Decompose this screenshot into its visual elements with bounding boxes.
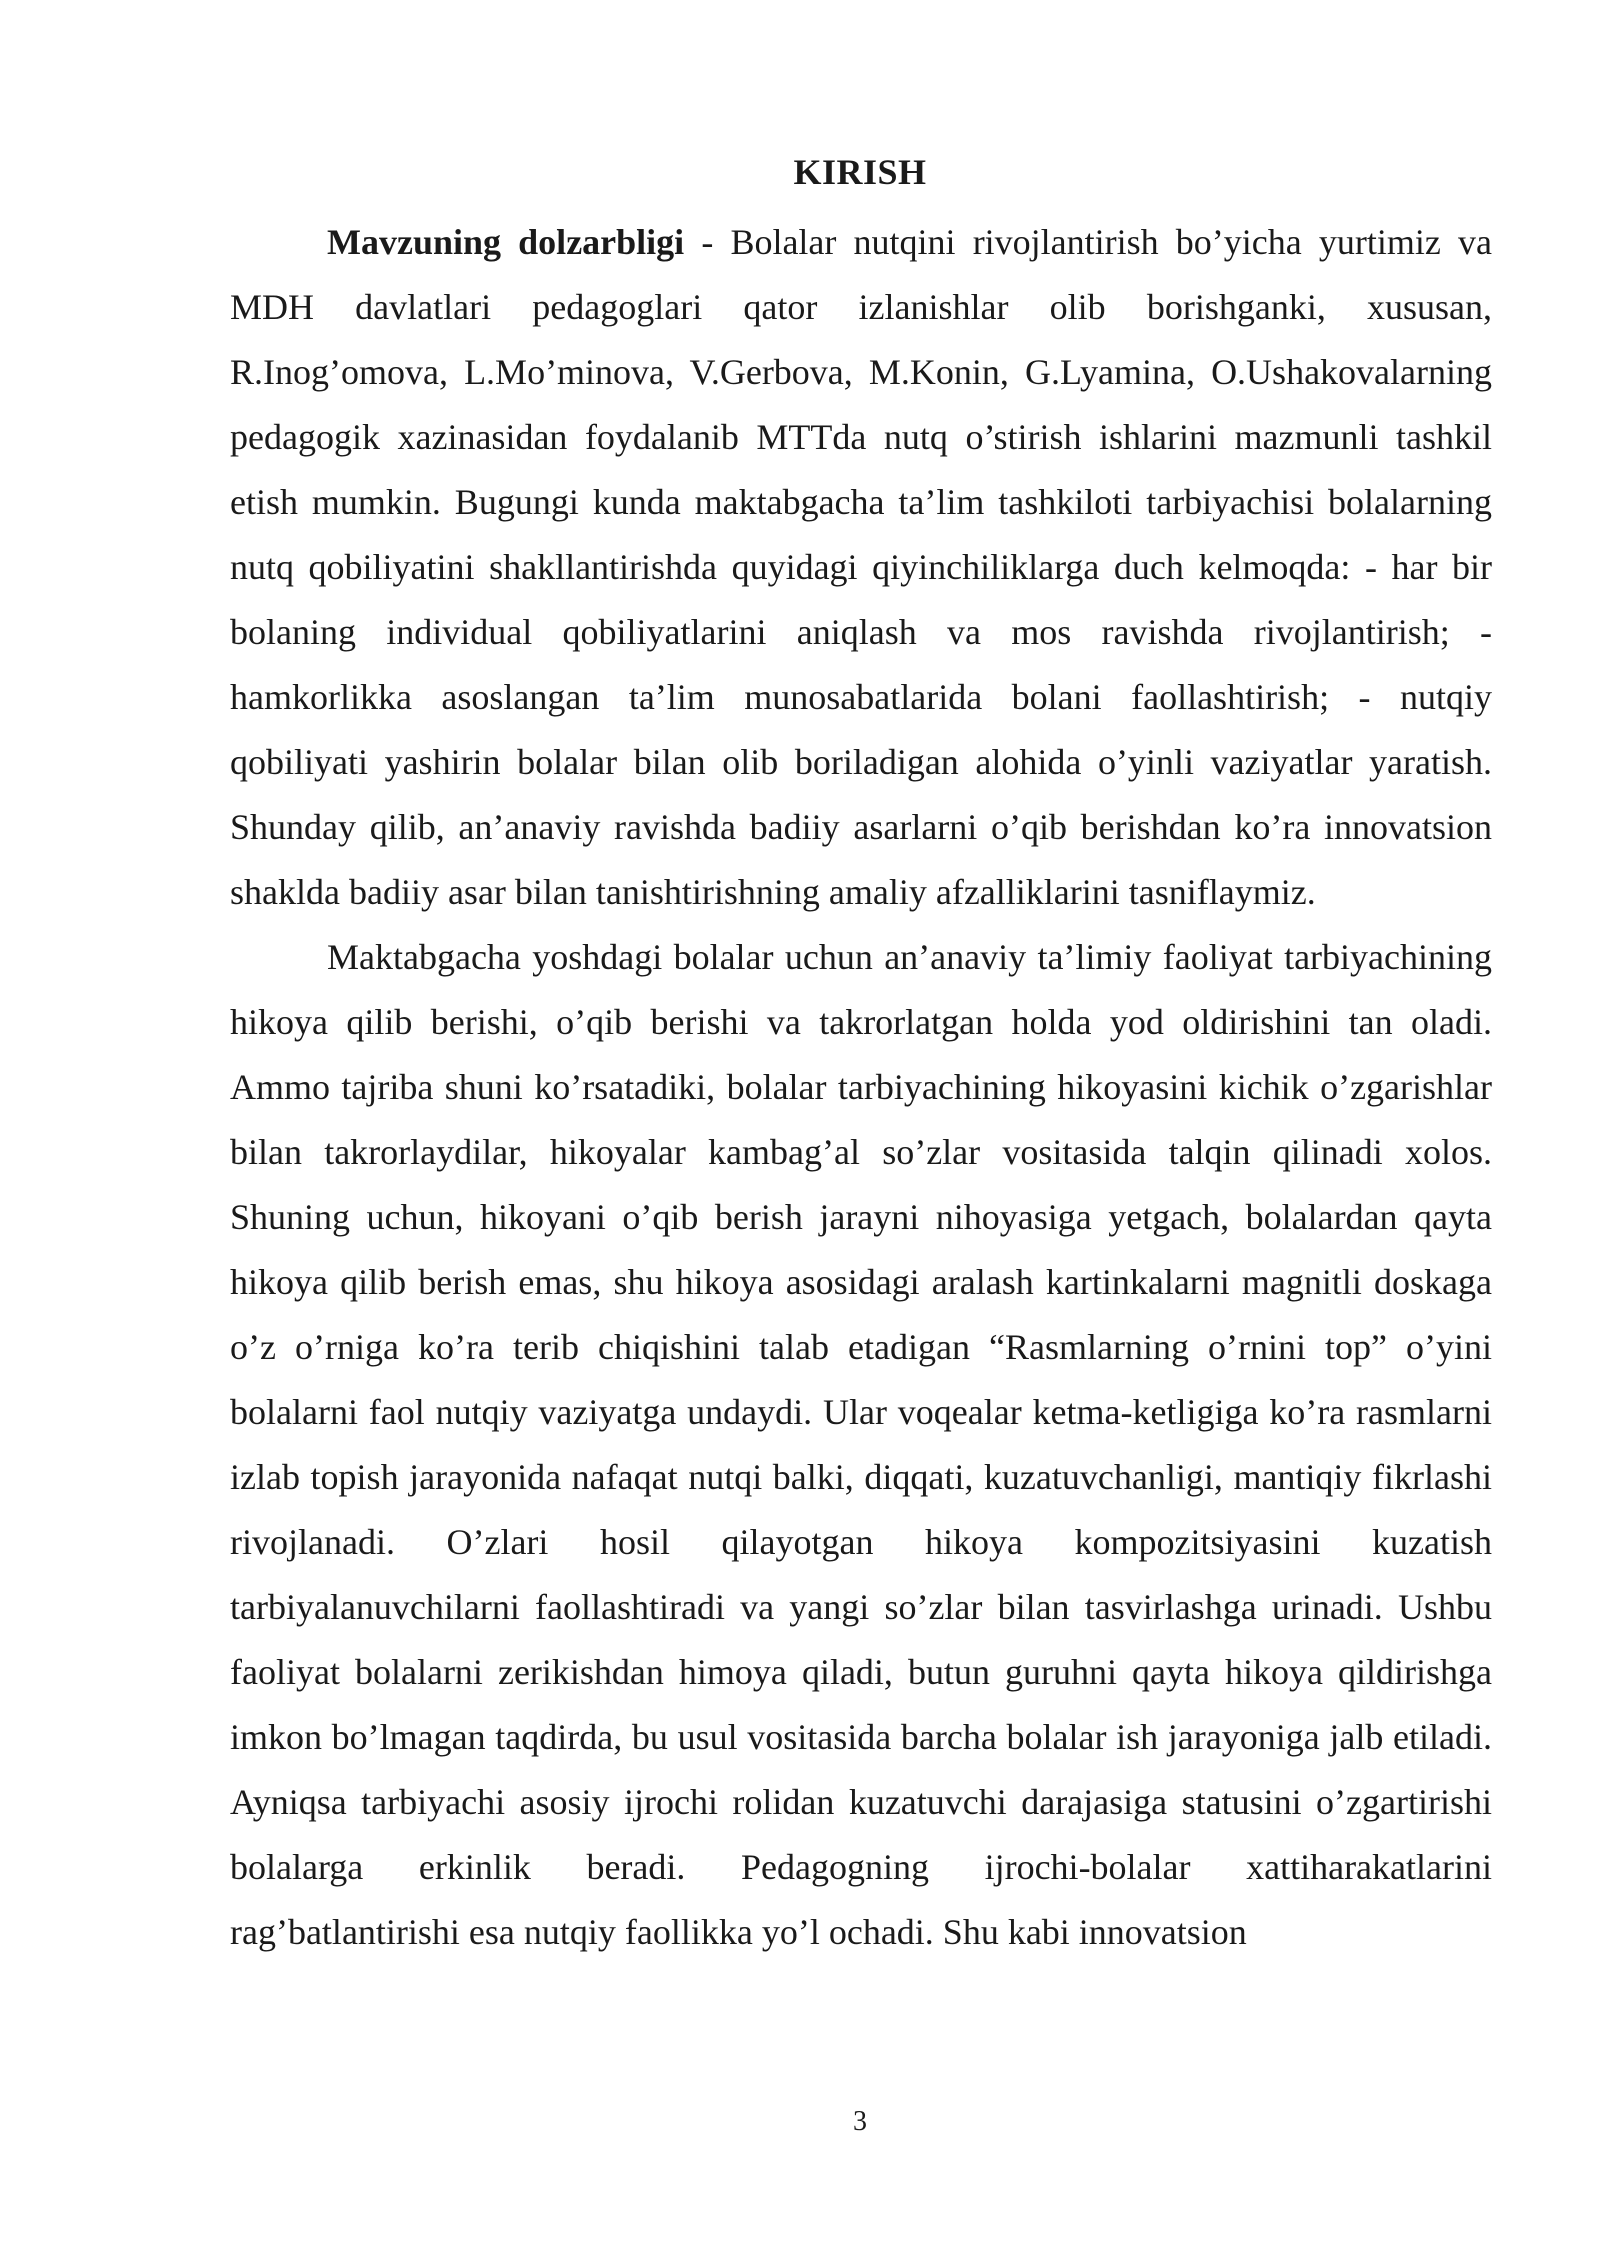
paragraph-lead: Mavzuning dolzarbligi [327,222,685,262]
paragraph-text: - Bolalar nutqini rivojlantirish bo’yicha yurtimiz va MDH davlatlari pedagoglari qator izlanishlar olib borishganki, xususan, R.Inog’omova, L.Mo’minova, V.Gerbova, M.Konin, G.Lyamina, O.Ushakovalarning pedagogik xazinasidan foydalanib MTTda nutq o’stirish ishlarini mazmunli tashkil etish mumkin. Bugungi kunda maktabgacha ta’lim tashkiloti tarbiyachisi bolalarning nutq qobiliyatini shakllantirishda quyidagi qiyinchiliklarga duch kelmoqda: - har bir bolaning individual qobiliyatlarini aniqlash va mos ravishda rivojlantirish; - hamkorlikka asoslangan ta’lim munosabatlarida bolani faollashtirish; - nutqiy qobiliyati yashirin bolalar bilan olib boriladigan alohida o’yinli vaziyatlar yaratish. Shunday qilib, an’anaviy ravishda badiiy asarlarni o’qib berishdan ko’ra innovatsion shaklda badiiy asar bilan tanishtirishning amaliy afzalliklarini tasniflaymiz. [230,222,1492,912]
paragraph-relevance [230,210,1492,925]
paragraph-traditional-activity [230,925,1492,1965]
page-number: 3 [853,2106,867,2137]
body-text [230,210,1492,1965]
section-heading: KIRISH [793,152,927,192]
paragraph-text: Maktabgacha yoshdagi bolalar uchun an’anaviy ta’limiy faoliyat tarbiyachining hikoya qilib berishi, o’qib berishi va takrorlatgan holda yod oldirishini tan oladi. Ammo tajriba shuni ko’rsatadiki, bolalar tarbiyachining hikoyasini kichik o’zgarishlar bilan takrorlaydilar, hikoyalar kambag’al so’zlar vositasida talqin qilinadi xolos. Shuning uchun, hikoyani o’qib berish jarayni nihoyasiga yetgach, bolalardan qayta hikoya qilib berish emas, shu hikoya asosidagi aralash kartinkalarni magnitli doskaga o’z o’rniga ko’ra terib chiqishini talab etadigan “Rasmlarning o’rnini top” o’yini bolalarni faol nutqiy vaziyatga undaydi. Ular voqealar ketma-ketligiga ko’ra rasmlarni izlab topish jarayonida nafaqat nutqi balki, diqqati, kuzatuvchanligi, mantiqiy fikrlashi rivojlanadi. O’zlari hosil qilayotgan hikoya kompozitsiyasini kuzatish tarbiyalanuvchilarni faollashtiradi va yangi so’zlar bilan tasvirlashga urinadi. Ushbu faoliyat bolalarni zerikishdan himoya qiladi, butun guruhni qayta hikoya qildirishga imkon bo’lmagan taqdirda, bu usul vositasida barcha bolalar ish jarayoniga jalb etiladi. Ayniqsa tarbiyachi asosiy ijrochi rolidan kuzatuvchi darajasiga statusini o’zgartirishi bolalarga erkinlik beradi. Pedagogning ijrochi-bolalar xattiharakatlarini rag’batlantirishi esa nutqiy faollikka yo’l ochadi. Shu kabi innovatsion [230,937,1492,1952]
